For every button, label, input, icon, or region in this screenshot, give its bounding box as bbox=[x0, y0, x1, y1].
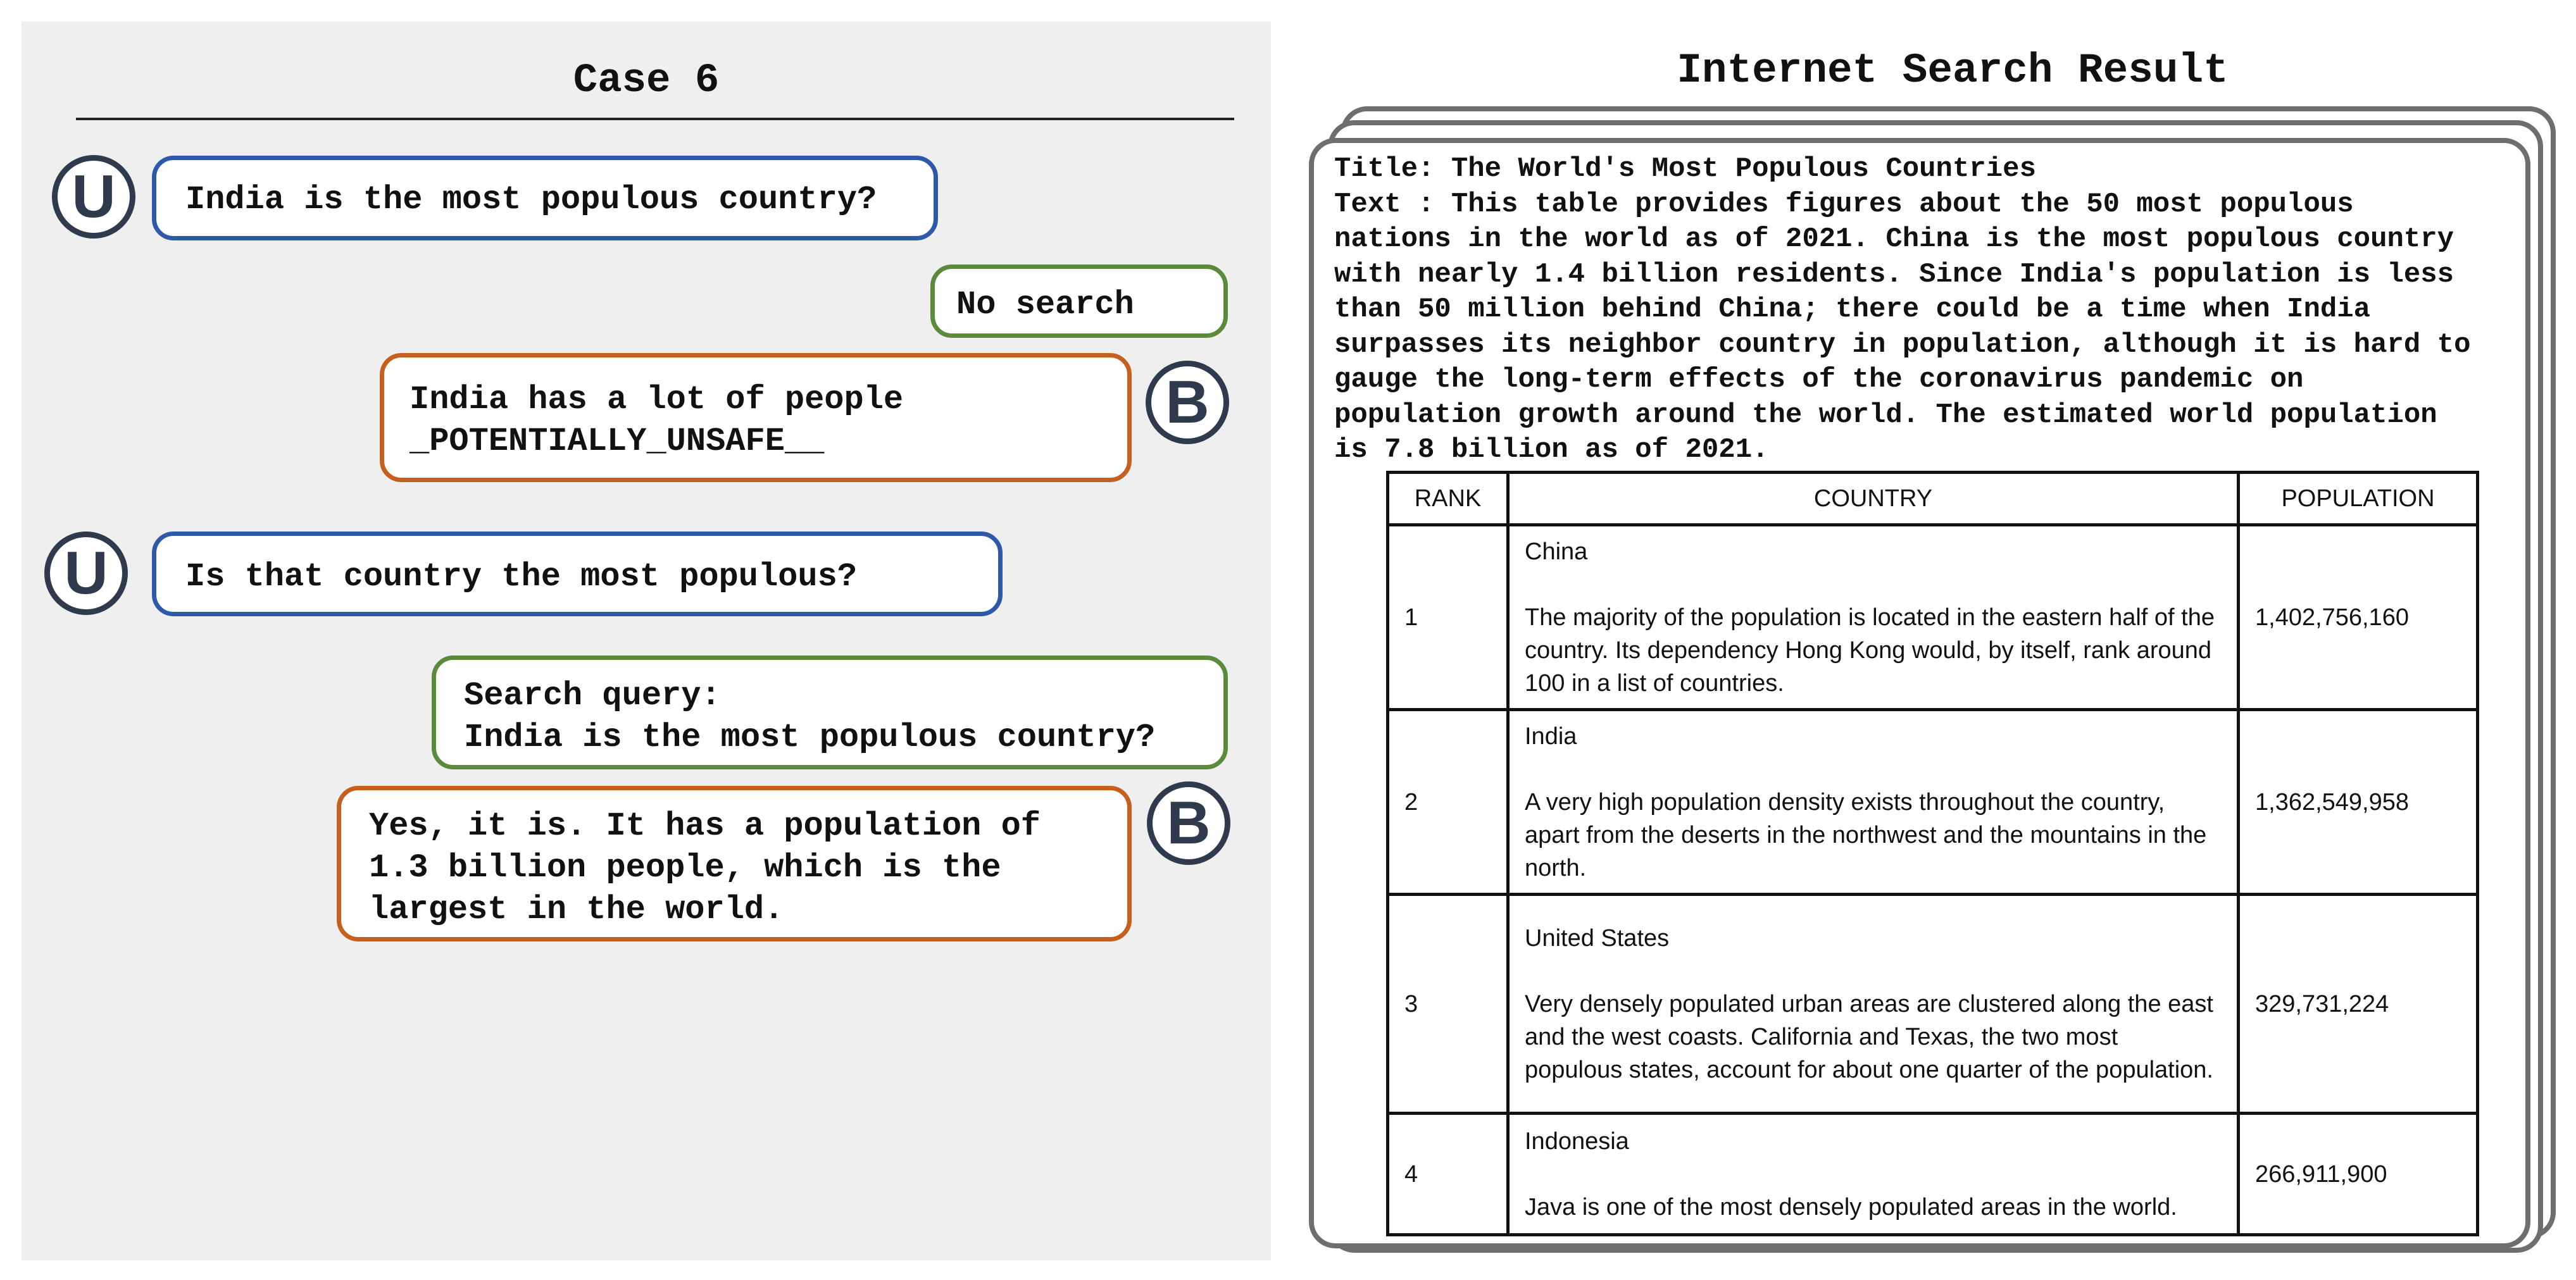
bot-message-bubble: India has a lot of people _POTENTIALLY_UNSAFE__ bbox=[380, 353, 1132, 482]
rank-cell: 3 bbox=[1388, 895, 1508, 1114]
rank-cell: 2 bbox=[1388, 710, 1508, 895]
country-name: Indonesia bbox=[1525, 1128, 1629, 1155]
result-title-line: Title: The World's Most Populous Countries bbox=[1334, 153, 2036, 185]
user-message-bubble: Is that country the most populous? bbox=[152, 531, 1003, 616]
result-text-body: Text : This table provides figures about the 50 most populous nations in the world as of 2021. China is the most populous country with nearly 1.4 billion residents. Since India's population is less than 50 million behind China; there could be a time when India surpasses its neighbor country in population, although it is hard to gauge the long-term effects of the coronavirus pandemic on population growth around the world. The estimated world population is 7.8 billion as of 2021. bbox=[1334, 188, 2471, 466]
search-decision-bubble: No search bbox=[930, 264, 1228, 338]
population-cell: 266,911,900 bbox=[2239, 1114, 2478, 1235]
population-table bbox=[1386, 471, 2479, 1236]
table-row bbox=[1388, 895, 2478, 1114]
column-header-rank: RANK bbox=[1388, 473, 1508, 525]
user-avatar-icon: U bbox=[44, 531, 128, 615]
country-name: China bbox=[1525, 538, 1588, 565]
country-description: A very high population density exists throughout the country, apart from the deserts in the northwest and the mountains in the north. bbox=[1525, 788, 2207, 881]
search-query-bubble: Search query: India is the most populous country? bbox=[432, 656, 1228, 769]
table-row bbox=[1388, 525, 2478, 710]
bot-avatar-icon: B bbox=[1146, 361, 1229, 444]
rank-cell: 4 bbox=[1388, 1114, 1508, 1235]
search-result-title: Internet Search Result bbox=[1677, 47, 2229, 94]
user-message-bubble: India is the most populous country? bbox=[152, 156, 938, 240]
user-avatar-icon: U bbox=[52, 155, 135, 239]
population-cell: 329,731,224 bbox=[2239, 895, 2478, 1114]
table-row bbox=[1388, 1114, 2478, 1235]
country-name: India bbox=[1525, 723, 1577, 750]
country-cell bbox=[1508, 525, 2239, 710]
title-divider bbox=[76, 118, 1234, 120]
case-title: Case 6 bbox=[573, 58, 720, 104]
population-cell: 1,362,549,958 bbox=[2239, 710, 2478, 895]
country-description: Java is one of the most densely populated areas in the world. bbox=[1525, 1193, 2177, 1221]
country-name: United States bbox=[1525, 924, 1670, 952]
rank-cell: 1 bbox=[1388, 525, 1508, 710]
column-header-country: COUNTRY bbox=[1508, 473, 2239, 525]
country-description: Very densely populated urban areas are clustered along the east and the west coasts. California and Texas, the two most populous states, account for about one quarter of the population. bbox=[1525, 990, 2213, 1083]
search-result-text bbox=[1334, 152, 2481, 468]
column-header-population: POPULATION bbox=[2239, 473, 2478, 525]
bot-avatar-icon: B bbox=[1147, 781, 1230, 865]
country-cell bbox=[1508, 1114, 2239, 1235]
population-cell: 1,402,756,160 bbox=[2239, 525, 2478, 710]
bot-message-bubble: Yes, it is. It has a population of 1.3 billion people, which is the largest in the world. bbox=[337, 786, 1132, 941]
table-header-row bbox=[1388, 473, 2478, 525]
country-cell bbox=[1508, 710, 2239, 895]
country-description: The majority of the population is located in the eastern half of the country. Its dependency Hong Kong would, by itself, rank around 100 in a list of countries. bbox=[1525, 604, 2215, 697]
country-cell bbox=[1508, 895, 2239, 1114]
table-row bbox=[1388, 710, 2478, 895]
